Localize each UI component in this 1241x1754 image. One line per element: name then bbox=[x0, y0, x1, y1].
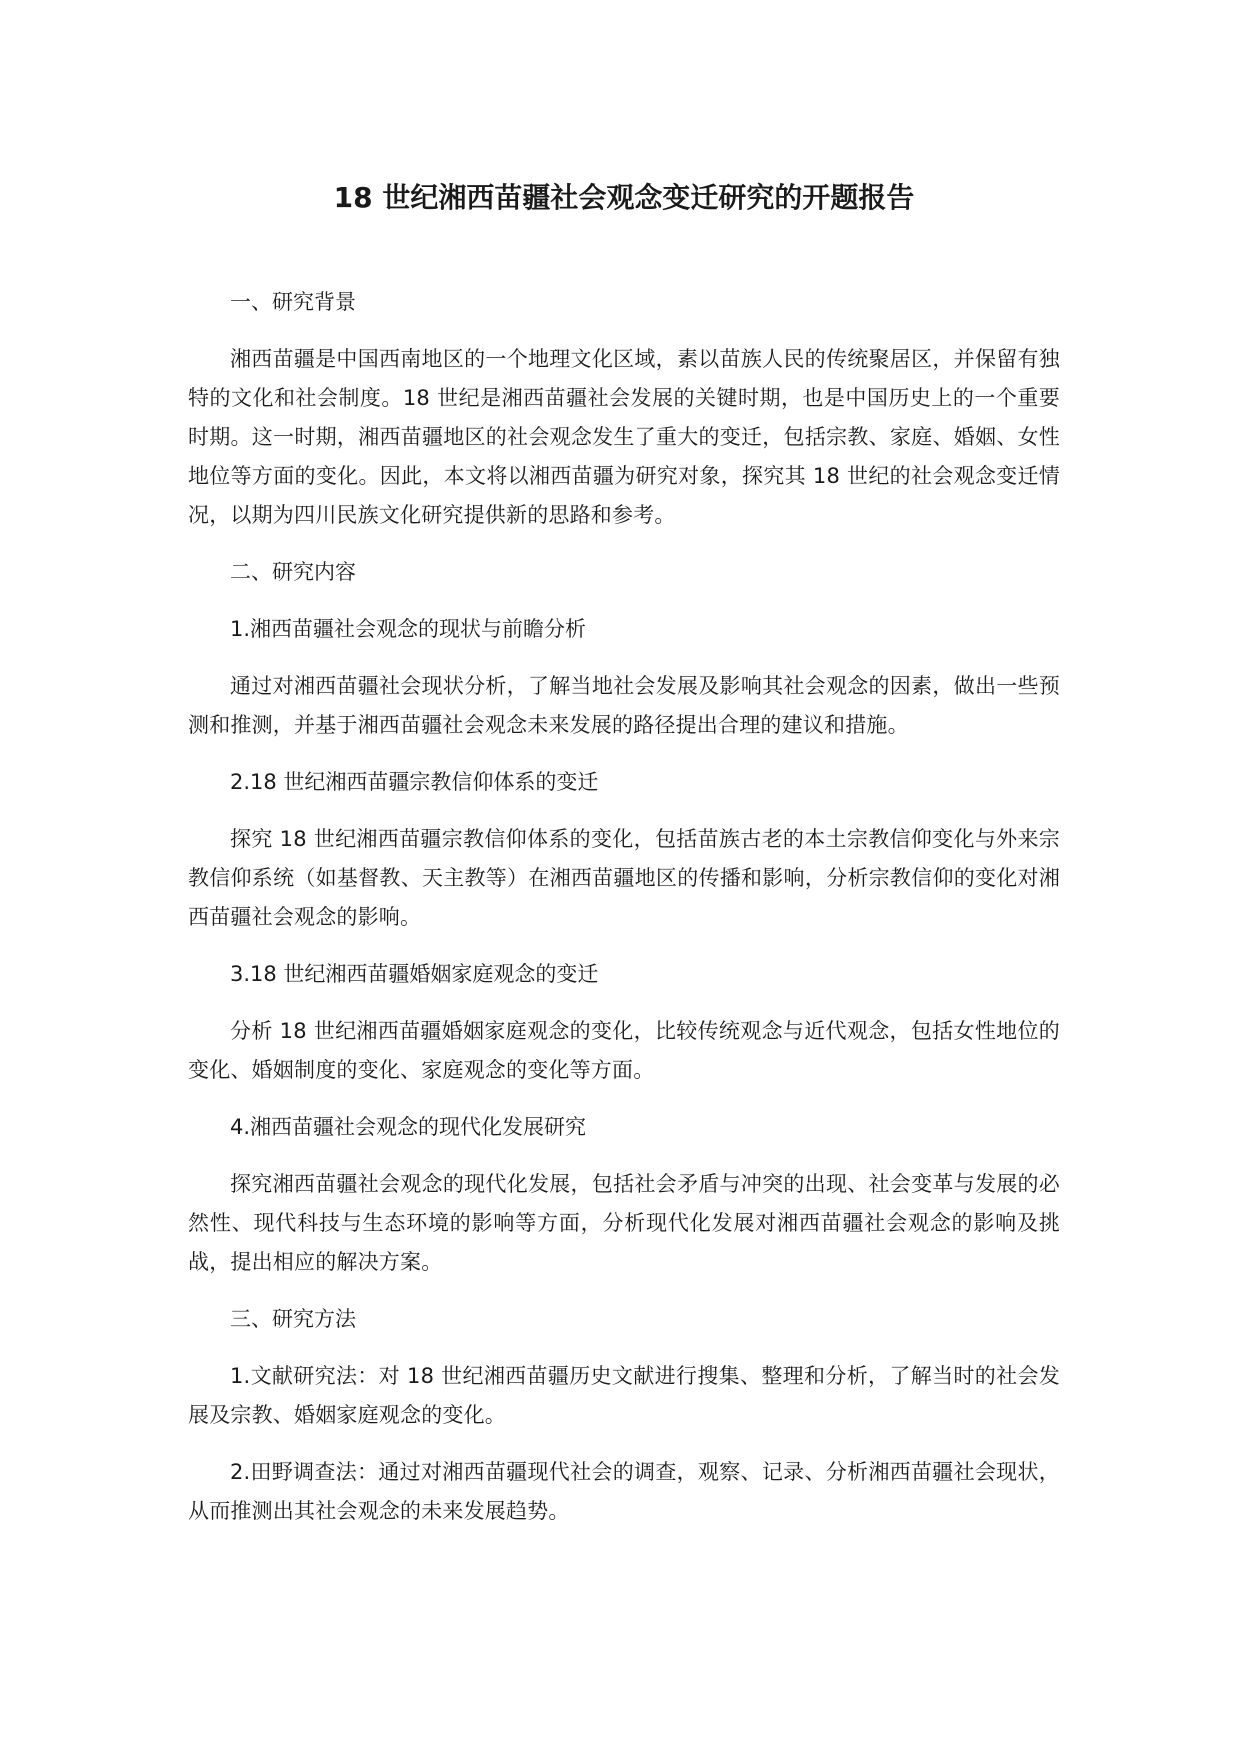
paragraph-1: 通过对湘西苗疆社会现状分析，了解当地社会发展及影响其社会观念的因素，做出一些预测和推测，并基于湘西苗疆社会观念未来发展的路径提出合理的建议和措施。 bbox=[188, 674, 1060, 737]
section-heading-methods: 三、研究方法 bbox=[230, 1307, 356, 1331]
paragraph-method-2: 2.田野调查法：通过对湘西苗疆现代社会的调查，观察、记录、分析湘西苗疆社会现状，从而推测出其社会观念的未来发展趋势。 bbox=[188, 1460, 1060, 1523]
paragraph-2: 探究 18 世纪湘西苗疆宗教信仰体系的变化，包括苗族古老的本土宗教信仰变化与外来宗教信仰系统（如基督教、天主教等）在湘西苗疆地区的传播和影响，分析宗教信仰的变化对湘西苗疆社会观念的影响。 bbox=[188, 827, 1060, 929]
subheading-3: 3.18 世纪湘西苗疆婚姻家庭观念的变迁 bbox=[230, 962, 599, 986]
paragraph-4: 探究湘西苗疆社会观念的现代化发展，包括社会矛盾与冲突的出现、社会变革与发展的必然性、现代科技与生态环境的影响等方面，分析现代化发展对湘西苗疆社会观念的影响及挑战，提出相应的解决方案。 bbox=[188, 1172, 1060, 1274]
subheading-2: 2.18 世纪湘西苗疆宗教信仰体系的变迁 bbox=[230, 770, 599, 794]
subheading-4: 4.湘西苗疆社会观念的现代化发展研究 bbox=[230, 1115, 587, 1139]
paragraph-method-1: 1.文献研究法：对 18 世纪湘西苗疆历史文献进行搜集、整理和分析，了解当时的社会发展及宗教、婚姻家庭观念的变化。 bbox=[188, 1364, 1060, 1427]
document-body bbox=[188, 283, 1060, 1549]
subheading-1: 1.湘西苗疆社会观念的现状与前瞻分析 bbox=[230, 617, 587, 641]
paragraph-background: 湘西苗疆是中国西南地区的一个地理文化区域，素以苗族人民的传统聚居区，并保留有独特的文化和社会制度。18 世纪是湘西苗疆社会发展的关键时期，也是中国历史上的一个重要时期。这一时期，湘西苗疆地区的社会观念发生了重大的变迁，包括宗教、家庭、婚姻、女性地位等方面的变化。因此，本文将以湘西苗疆为研究对象，探究其 18 世纪的社会观念变迁情况，以期为四川民族文化研究提供新的思路和参考。 bbox=[188, 347, 1060, 527]
section-heading-background: 一、研究背景 bbox=[230, 290, 356, 314]
document-title: 18 世纪湘西苗疆社会观念变迁研究的开题报告 bbox=[333, 181, 915, 214]
paragraph-3: 分析 18 世纪湘西苗疆婚姻家庭观念的变化，比较传统观念与近代观念，包括女性地位的变化、婚姻制度的变化、家庭观念的变化等方面。 bbox=[188, 1019, 1060, 1082]
section-heading-content: 二、研究内容 bbox=[230, 560, 356, 584]
